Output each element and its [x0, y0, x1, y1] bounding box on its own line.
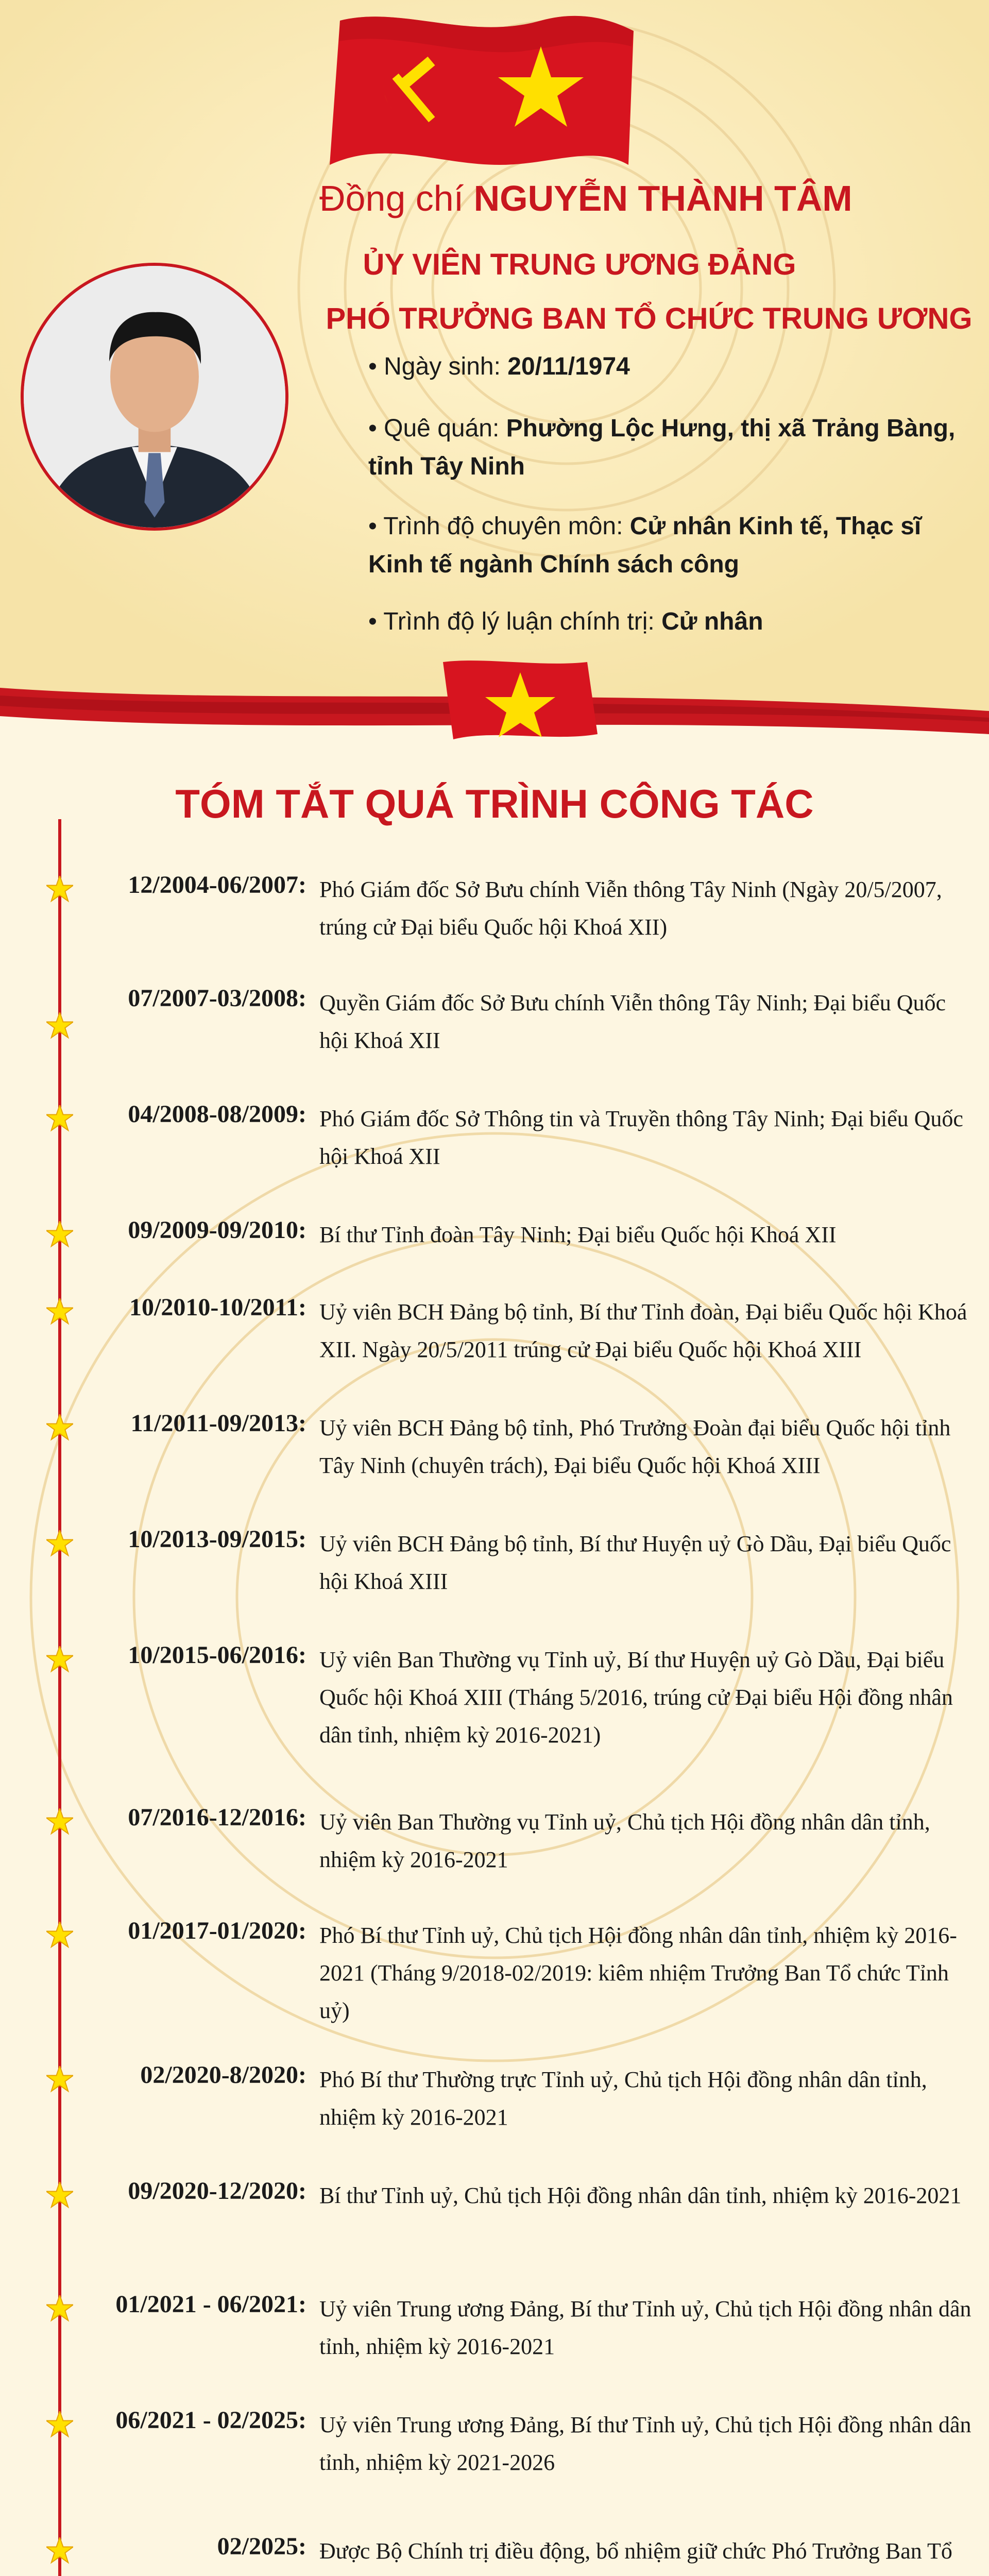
timeline-period: 01/2021 - 06/2021: — [115, 2291, 306, 2318]
star-icon — [46, 2537, 73, 2564]
timeline-period: 06/2021 - 02/2025: — [115, 2406, 306, 2434]
position-line-2: PHÓ TRƯỞNG BAN TỔ CHỨC TRUNG ƯƠNG — [326, 302, 973, 335]
political-theory-value: Cử nhân — [661, 608, 763, 635]
timeline-description: Bí thư Tỉnh uỷ, Chủ tịch Hội đồng nhân dân tỉnh, nhiệm kỳ 2016-2021 — [319, 2183, 962, 2208]
timeline-description: Uỷ viên Ban Thường vụ Tỉnh uỷ, Chủ tịch Hội đồng nhân dân tỉnh, nhiệm kỳ 2016-2021 — [319, 1809, 930, 1872]
timeline-description: Phó Bí thư Thường trực Tỉnh uỷ, Chủ tịch Hội đồng nhân dân tỉnh, nhiệm kỳ 2016-2021 — [319, 2067, 927, 2130]
hometown-info: • Quê quán: Phường Lộc Hưng, thị xã Trảng Bàng, tỉnh Tây Ninh — [368, 415, 956, 480]
timeline-description: Uỷ viên Ban Thường vụ Tỉnh uỷ, Bí thư Huyện uỷ Gò Dầu, Đại biểu Quốc hội Khoá XIII (Tháng 5/2016, trúng cử Đại biểu Hội đồng nhân dân tỉnh, nhiệm kỳ 2016-2021) — [319, 1647, 953, 1748]
position-line-1: ỦY VIÊN TRUNG ƯƠNG ĐẢNG — [363, 248, 796, 281]
timeline-period: 02/2025: — [217, 2533, 306, 2560]
timeline-period: 09/2020-12/2020: — [128, 2177, 306, 2205]
party-flag — [325, 10, 644, 175]
timeline-period: 10/2013-09/2015: — [128, 1526, 306, 1553]
star-icon — [46, 876, 73, 903]
official-name: NGUYỄN THÀNH TÂM — [473, 178, 852, 218]
education-value: Cử nhân Kinh tế, Thạc sĩ Kinh tế ngành Chính sách công — [368, 513, 922, 578]
name-prefix: Đồng chí — [319, 178, 474, 218]
timeline-period: 10/2010-10/2011: — [129, 1294, 306, 1321]
birth-info: • Ngày sinh: 20/11/1974 — [368, 353, 630, 380]
timeline-description: Uỷ viên BCH Đảng bộ tỉnh, Bí thư Huyện uỷ Gò Dầu, Đại biểu Quốc hội Khoá XIII — [319, 1531, 951, 1594]
timeline-description: Uỷ viên BCH Đảng bộ tỉnh, Bí thư Tỉnh đoàn, Đại biểu Quốc hội Khoá XII. Ngày 20/5/2011 trúng cử Đại biểu Quốc hội Khoá XIII — [319, 1299, 967, 1362]
official-name-line — [319, 178, 979, 219]
timeline-period: 11/2011-09/2013: — [130, 1410, 306, 1437]
portrait-photo — [21, 263, 288, 531]
timeline-description: Phó Giám đốc Sở Bưu chính Viễn thông Tây Ninh (Ngày 20/5/2007, trúng cử Đại biểu Quốc hội Khoá XII) — [319, 877, 942, 940]
hometown-value: Phường Lộc Hưng, thị xã Trảng Bàng, tỉnh Tây Ninh — [368, 415, 956, 480]
star-icon — [46, 1808, 73, 1835]
timeline-description: Uỷ viên BCH Đảng bộ tỉnh, Phó Trưởng Đoàn đại biểu Quốc hội tỉnh Tây Ninh (chuyên trách), Đại biểu Quốc hội Khoá XIII — [319, 1415, 951, 1478]
birth-date: 20/11/1974 — [507, 353, 630, 380]
star-icon — [46, 2295, 73, 2322]
star-icon — [46, 1105, 73, 1132]
education-info: • Trình độ chuyên môn: Cử nhân Kinh tế, Thạc sĩ Kinh tế ngành Chính sách công — [368, 513, 922, 578]
star-icon — [46, 1012, 73, 1039]
star-icon — [46, 2411, 73, 2438]
timeline-description: Được Bộ Chính trị điều động, bổ nhiệm giữ chức Phó Trưởng Ban Tổ — [319, 2538, 952, 2564]
timeline-period: 02/2020-8/2020: — [140, 2061, 306, 2089]
star-icon — [46, 2182, 73, 2209]
flag-divider-band — [0, 657, 989, 755]
star-icon — [46, 1646, 73, 1673]
timeline-period: 01/2017-01/2020: — [128, 1917, 306, 1944]
timeline-period: 09/2009-09/2010: — [128, 1216, 306, 1244]
star-icon — [46, 1922, 73, 1948]
person-icon — [24, 266, 285, 528]
timeline-description: Quyền Giám đốc Sở Bưu chính Viễn thông Tây Ninh; Đại biểu Quốc hội Khoá XII — [319, 990, 946, 1053]
star-icon — [46, 1530, 73, 1557]
timeline-period: 07/2007-03/2008: — [128, 985, 306, 1012]
timeline-description: Uỷ viên Trung ương Đảng, Bí thư Tỉnh uỷ, Chủ tịch Hội đồng nhân dân tỉnh, nhiệm kỳ 2016-2021 — [319, 2296, 971, 2359]
star-icon — [46, 1414, 73, 1441]
timeline-description: Phó Giám đốc Sở Thông tin và Truyền thông Tây Ninh; Đại biểu Quốc hội Khoá XII — [319, 1106, 963, 1169]
timeline-period: 10/2015-06/2016: — [128, 1641, 306, 1669]
timeline-description: Uỷ viên Trung ương Đảng, Bí thư Tỉnh uỷ, Chủ tịch Hội đồng nhân dân tỉnh, nhiệm kỳ 2021-2026 — [319, 2412, 971, 2475]
section-title: TÓM TẮT QUÁ TRÌNH CÔNG TÁC — [175, 781, 814, 826]
timeline-period: 04/2008-08/2009: — [128, 1100, 306, 1128]
political-theory-info: • Trình độ lý luận chính trị: Cử nhân — [368, 608, 763, 635]
star-icon — [46, 1298, 73, 1325]
star-icon — [46, 1221, 73, 1248]
star-icon — [46, 2066, 73, 2093]
timeline-period: 07/2016-12/2016: — [128, 1804, 306, 1831]
timeline-description: Bí thư Tỉnh đoàn Tây Ninh; Đại biểu Quốc hội Khoá XII — [319, 1222, 837, 1247]
timeline-description: Phó Bí thư Tỉnh uỷ, Chủ tịch Hội đồng nhân dân tỉnh, nhiệm kỳ 2016-2021 (Tháng 9/2018-02/2019: kiêm nhiệm Trưởng Ban Tổ chức Tỉnh uỷ) — [319, 1923, 957, 2023]
timeline-period: 12/2004-06/2007: — [128, 871, 306, 899]
